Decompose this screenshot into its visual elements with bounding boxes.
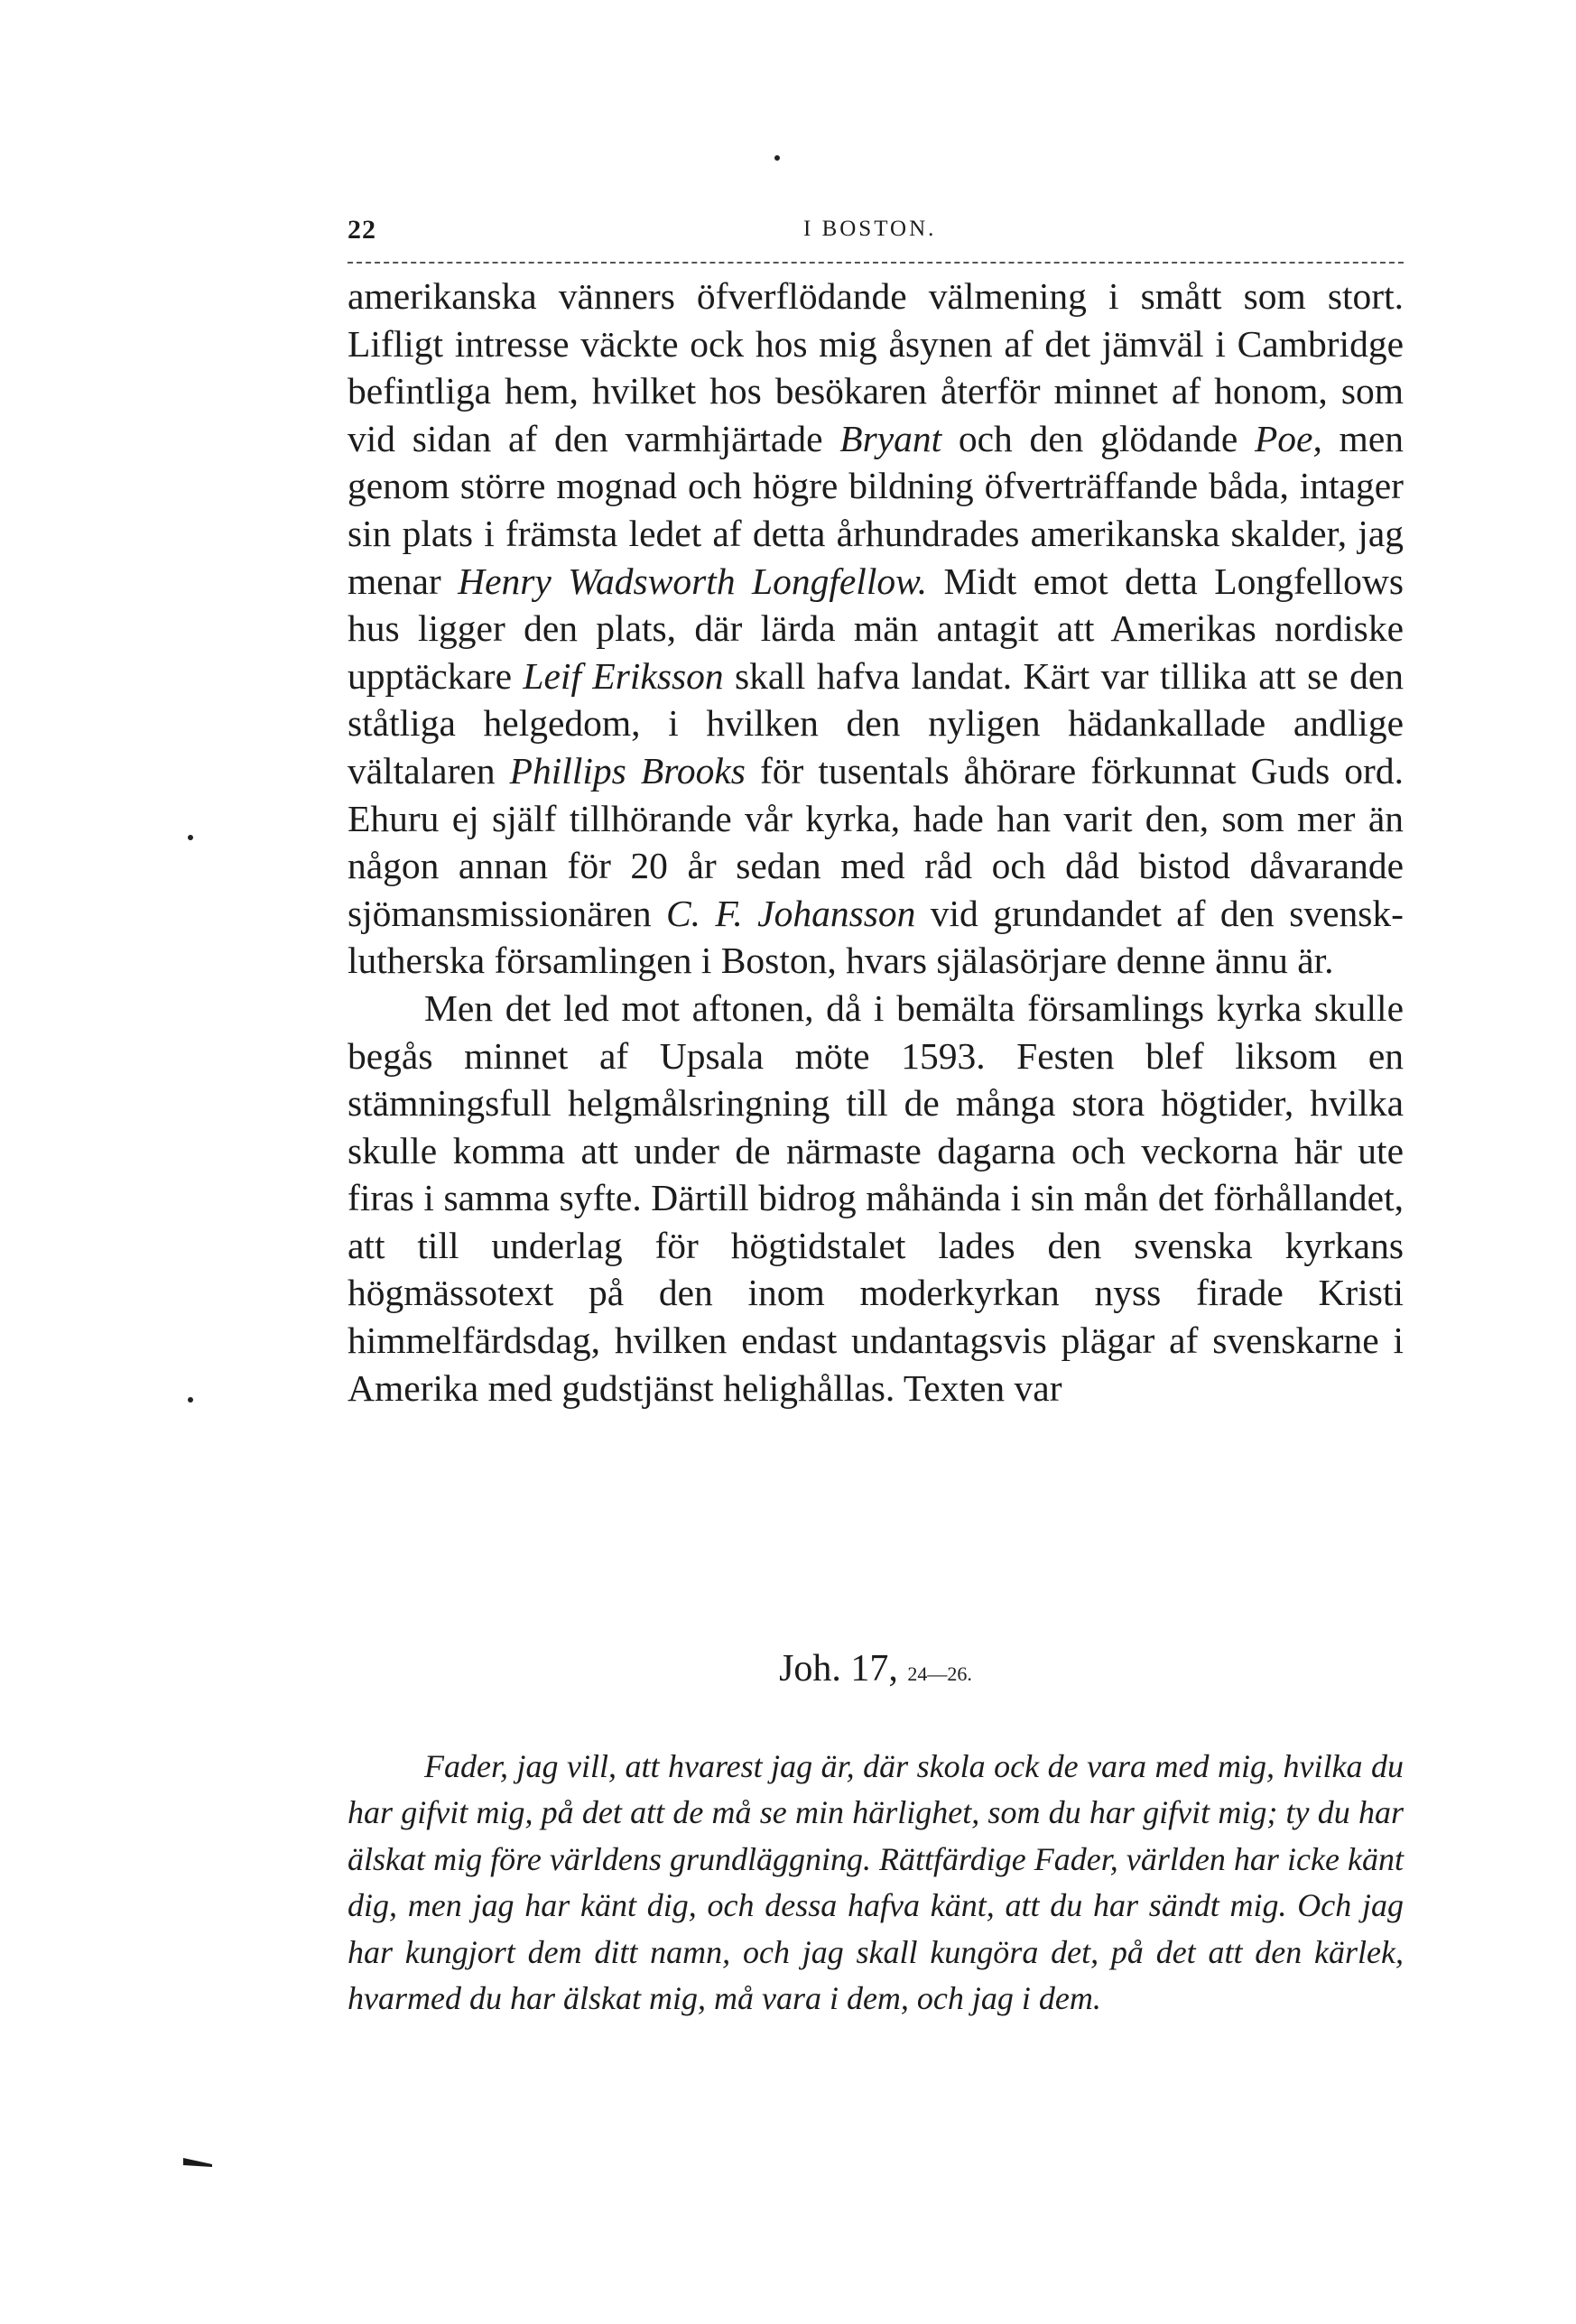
scripture-text: Fader, jag vill, att hvarest jag är, där skola ock de vara med mig, hvilka du har gifvit mig, på det att de må se min härlighet, som du har gifvit mig; ty du har älskat mig före världens grundläggning. Rättfärdige Fader, världen har icke känt dig, men jag har känt dig, och dessa hafva känt, att du har sändt mig. Och jag har kungjort dem ditt namn, och jag skall kungöra det, på det att den kärlek, hvarmed du har älskat mig, må vara i dem, och jag i dem. bbox=[348, 1748, 1404, 2017]
running-head-title: I BOSTON. bbox=[803, 217, 937, 241]
scripture-quote bbox=[348, 1744, 1404, 2022]
name-bryant: Bryant bbox=[839, 417, 942, 459]
name-leif-eriksson: Leif Eriksson bbox=[523, 654, 724, 697]
margin-dot bbox=[188, 835, 193, 840]
text-span: Midt emot detta Longfellows hus ligger den plats, där lärda män antagit att Amerikas nordiske upptäckare bbox=[348, 560, 1404, 697]
margin-dot bbox=[774, 155, 780, 161]
page-number: 22 bbox=[348, 215, 376, 245]
arrow-mark-icon bbox=[183, 2158, 212, 2167]
margin-arrow-mark bbox=[183, 2155, 212, 2164]
text-span: för tusentals åhörare förkunnat Guds ord. Ehuru ej själf tillhörande vår kyrka, hade han varit den, som mer än någon annan för 20 år sedan med råd och dåd bistod dåvarande sjömansmissionären bbox=[348, 749, 1404, 934]
text-span: skall hafva landat. Kärt var tillika att se den ståtliga helgedom, i hvilken den nyligen hädankallade andlige vältalaren bbox=[348, 654, 1404, 792]
scripture-reference bbox=[348, 1647, 1404, 1690]
reference-book-chapter: Joh. 17, bbox=[779, 1648, 908, 1690]
text-span: amerikanska vänners öfverflödande välmening i smått som stort. Lifligt intresse väckte ock hos mig åsynen af det jämväl i Cambridge befintliga hem, hvilket hos besökaren återför minnet af honom, som vid sidan af den varmhjärtade bbox=[348, 275, 1404, 459]
name-poe: Poe, bbox=[1254, 417, 1322, 459]
margin-dot bbox=[188, 1397, 193, 1403]
name-longfellow: Henry Wadsworth Longfellow. bbox=[458, 560, 928, 602]
paragraph-1 bbox=[348, 273, 1404, 985]
header-rule bbox=[348, 262, 1404, 264]
reference-verses: 24—26. bbox=[907, 1662, 972, 1685]
name-johansson: C. F. Johansson bbox=[665, 892, 916, 934]
text-span: och den glödande bbox=[941, 417, 1255, 459]
text-span: men genom större mognad och högre bildning öfverträffande båda, intager sin plats i främsta ledet af detta århundrades amerikanska skalder, jag menar bbox=[348, 417, 1404, 602]
name-phillips-brooks: Phillips Brooks bbox=[509, 749, 746, 792]
text-span: vid grundandet af den svensk-lutherska församlingen i Boston, hvars själasörjare denne ännu är. bbox=[348, 892, 1404, 982]
paragraph-2: Men det led mot aftonen, då i bemälta församlings kyrka skulle begås minnet af Upsala möte 1593. Festen blef liksom en stämningsfull helgmålsringning till de många stora högtider, hvilka skulle komma att under de närmaste dagarna och veckorna här ute firas i samma syfte. Därtill bidrog måhända i sin mån det förhållandet, att till underlag för högtidstalet lades den svenska kyrkans högmässotext på den inom moderkyrkan nyss firade Kristi himmelfärdsdag, hvilken endast undantagsvis plägar af svenskarne i Amerika med gudstjänst helighållas. Texten var bbox=[348, 986, 1404, 1409]
running-header bbox=[348, 215, 1404, 260]
body-text bbox=[348, 273, 1404, 1412]
